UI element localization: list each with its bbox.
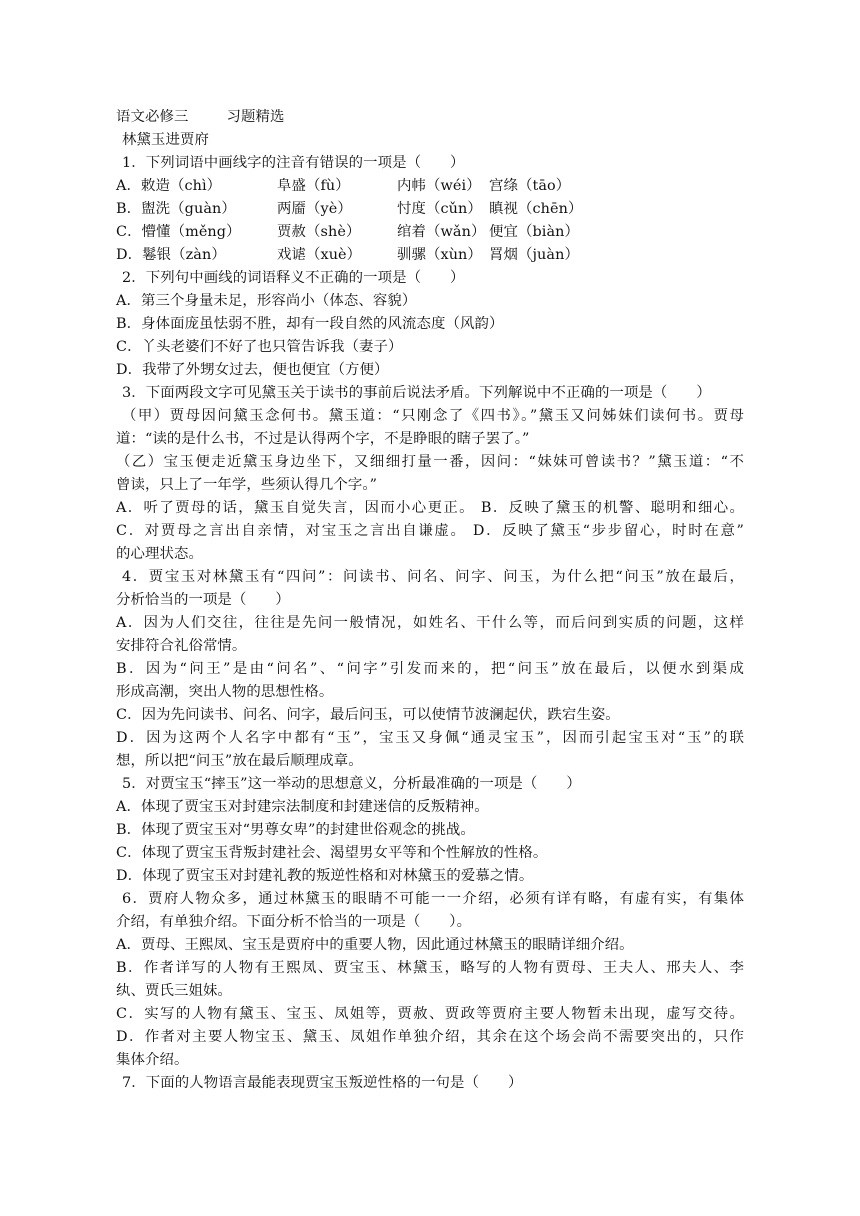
option-d-item-4: 罥烟（juàn）	[489, 247, 579, 263]
question-3-passage-line: 道：“读的是什么书，不过是认得两个字，不是睁眼的瞎子罢了。”	[116, 431, 530, 447]
question-1-option-b	[116, 198, 744, 221]
option-a-item-2: 阜盛（fù）	[277, 178, 350, 194]
question-6-option-c: C．实写的人物有黛玉、宝玉、凤姐等，贾赦、贾政等贾府主要人物暂未出现，虚写交待。	[116, 1006, 744, 1022]
question-5-option-a: A．体现了贾宝玉对封建宗法制度和封建迷信的反叛精神。	[116, 799, 489, 815]
question-7-stem: 7．下面的人物语言最能表现贾宝玉叛逆性格的一句是（ ）	[122, 1075, 523, 1091]
option-c-item-3: 绾着（wǎn）	[397, 224, 486, 240]
question-4-option-c: C．因为先问读书、问名、问字，最后问玉，可以使情节波澜起伏，跌宕生姿。	[116, 707, 620, 723]
question-4-stem-line: 分析恰当的一项是（ ）	[116, 592, 290, 608]
question-3-stem: 3．下面两段文字可见黛玉关于读书的事前后说法矛盾。下列解说中不正确的一项是（ ）	[122, 385, 711, 401]
question-4-option-a: A．因为人们交往，往往是先问一般情况，如姓名、干什么等，而后问到实质的问题，这样	[116, 615, 744, 631]
question-6-option-a: A．贾母、王熙凤、宝玉是贾府中的重要人物，因此通过林黛玉的眼睛详细介绍。	[116, 937, 634, 953]
question-2-option-a: A．第三个身量未足，形容尚小（体态、容貌）	[116, 293, 417, 309]
question-3-passage-line: （乙）宝玉便走近黛玉身边坐下，又细细打量一番，因问：“妹妹可曾读书？”黛玉道：“不	[116, 454, 744, 470]
option-c-item-4: 便宜（biàn）	[489, 224, 580, 240]
question-6-option-line: 纨、贾氏三姐妹。	[116, 983, 232, 999]
option-a-item-1: A．敕造（chì）	[116, 178, 222, 194]
question-5-stem: 5．对贾宝玉“摔玉”这一举动的思想意义，分析最准确的一项是（ ）	[122, 776, 581, 792]
question-4-option-b: B．因为“问王”是由“问名”、“问字”引发而来的，把“问玉”放在最后，以便水到渠成	[116, 661, 744, 677]
question-5-option-b: B．体现了贾宝玉对“男尊女卑”的封建世俗观念的挑战。	[116, 822, 475, 838]
option-a-item-3: 内帏（wéi）	[397, 178, 481, 194]
option-b-item-3: 忖度（cǔn）	[397, 201, 482, 217]
question-3-option-line: 的心理状态。	[116, 546, 203, 562]
option-b-item-2: 两靥（yè）	[277, 201, 352, 217]
question-3-options-ab: A．听了贾母的话，黛玉自觉失言，因而小心更正。 B．反映了黛玉的机警、聪明和细心。	[116, 500, 744, 516]
option-c-item-2: 贾赦（shè）	[277, 224, 361, 240]
option-d-item-3: 驯骡（xùn）	[397, 247, 482, 263]
question-5-option-d: D．体现了贾宝玉对封建礼教的叛逆性格和对林黛玉的爱慕之情。	[116, 868, 534, 884]
question-6-option-d: D．作者对主要人物宝玉、黛玉、凤姐作单独介绍，其余在这个场会尚不需要突出的，只作	[116, 1029, 744, 1045]
question-3-passage-line: 曾读，只上了一年学，些须认得几个字。”	[116, 477, 378, 493]
question-2-stem: 2．下列句中画线的词语释义不正确的一项是（ ）	[122, 270, 465, 286]
question-1-option-a	[116, 175, 744, 198]
question-2-option-b: B．身体面庞虽怯弱不胜，却有一段自然的风流态度（风韵）	[116, 316, 504, 332]
question-6-option-b: B．作者详写的人物有王熙凤、贾宝玉、林黛玉，略写的人物有贾母、王夫人、邢夫人、李	[116, 960, 744, 976]
question-6-stem: 6．贾府人物众多，通过林黛玉的眼睛不可能一一介绍，必须有详有略，有虚有实，有集体	[122, 891, 744, 907]
question-4-option-d: D．因为这两个人名字中都有“玉”，宝玉又身佩“通灵宝玉”，因而引起宝玉对“玉”的联	[116, 730, 744, 746]
option-d-item-2: 戏谑（xuè）	[277, 247, 362, 263]
question-1-stem: 1．下列词语中画线字的注音有错误的一项是（ ）	[122, 155, 465, 171]
question-1-option-c	[116, 221, 744, 244]
section-name: 习题精选	[226, 109, 285, 125]
question-6-stem-line: 介绍，有单独介绍。下面分析不恰当的一项是（ ）。	[116, 914, 472, 930]
document-header	[116, 106, 744, 129]
question-4-option-line: 形成高潮，突出人物的思想性格。	[116, 684, 334, 700]
option-d-item-1: D．鬈银（zàn）	[116, 247, 226, 263]
question-3-options-cd: C．对贾母之言出自亲情，对宝玉之言出自谦虚。 D．反映了黛玉“步步留心，时时在意”	[116, 523, 744, 539]
option-a-item-4: 宫绦（tāo）	[489, 178, 571, 194]
question-4-stem: 4．贾宝玉对林黛玉有“四问”：问读书、问名、问字、问玉，为什么把“问玉”放在最后，	[122, 569, 744, 585]
question-3-passage-line: （甲）贾母因问黛玉念何书。黛玉道：“只刚念了《四书》。”黛玉又问姊妹们读何书。贾母	[122, 408, 744, 424]
question-6-option-line: 集体介绍。	[116, 1052, 189, 1068]
question-2-option-c: C．丫头老婆们不好了也只管告诉我（妻子）	[116, 339, 403, 355]
document-body	[116, 106, 744, 1095]
lesson-title: 林黛玉进贾府	[122, 132, 209, 148]
option-b-item-4: 瞋视（chēn）	[489, 201, 583, 217]
question-5-option-c: C．体现了贾宝玉背叛封建社会、渴望男女平等和个性解放的性格。	[116, 845, 548, 861]
question-4-option-line: 安排符合礼俗常情。	[116, 638, 247, 654]
question-4-option-line: 想，所以把“问玉”放在最后顺理成章。	[116, 753, 363, 769]
course-name: 语文必修三	[116, 109, 189, 125]
question-2-option-d: D．我带了外甥女过去，便也便宜（方便）	[116, 362, 389, 378]
question-1-option-d	[116, 244, 744, 267]
option-c-item-1: C．懵懂（měng）	[116, 224, 241, 240]
option-b-item-1: B．盥洗（guàn）	[116, 201, 236, 217]
